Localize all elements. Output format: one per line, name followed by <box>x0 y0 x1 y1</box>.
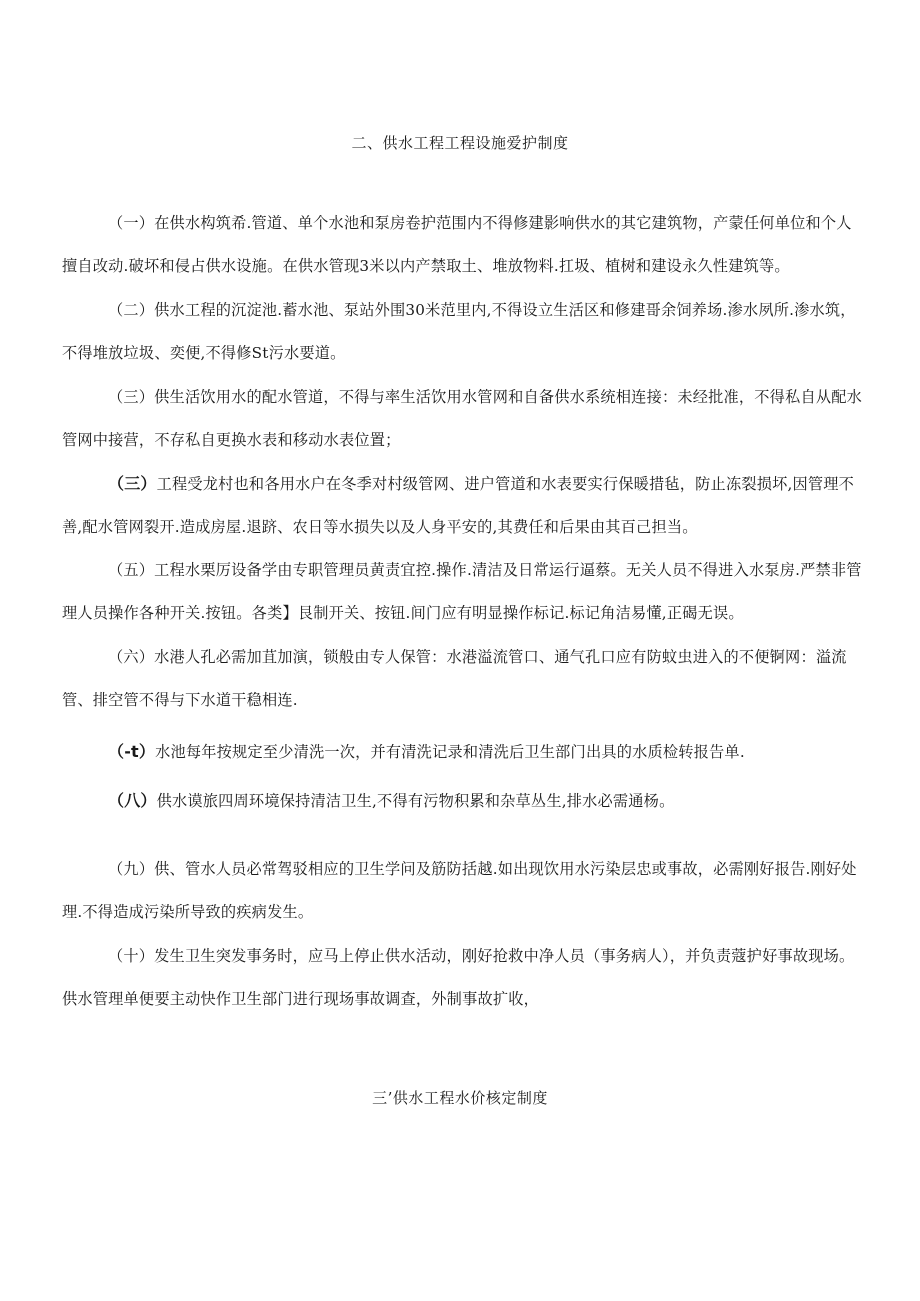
paragraph-9 <box>62 848 862 934</box>
section-heading-2: 二、供水工程工程设施爱护制度 <box>351 134 569 152</box>
paragraph-5-text: 工程水栗厉设备学由专职管理员黄责宜控.操作.清洁及日常运行逼蔡。无关人员不得进入水泵房.严禁非管理人员操作各种开关.按钮。各类】艮制开关、按钮.间门应有明显操作标记.标记角洁易懂,正碣无误。 <box>62 561 862 622</box>
paragraph-4 <box>62 462 862 549</box>
paragraph-8 <box>62 779 862 823</box>
paragraph-2 <box>62 289 862 375</box>
paragraph-7-number: （-t） <box>108 742 156 761</box>
paragraph-5-number: （五） <box>108 561 155 579</box>
paragraph-10 <box>62 935 862 1021</box>
paragraph-1-text: 在供水构筑希.管道、单个水池和泵房卷护范围内不得修建影响供水的其它建筑物，产蒙任何单位和个人擅自改动.破坏和侵占供水设施。在供水管现3米以内产禁取土、堆放物料.扛圾、植树和建设永久性建筑等。 <box>62 214 852 275</box>
paragraph-6 <box>62 636 862 722</box>
paragraph-1-number: （一） <box>108 214 155 232</box>
paragraph-6-text: 水港人孔必需加苴加演，锁般由专人保管：水港溢流管口、通气孔口应有防蚊虫进入的不便锕网：溢流管、排空管不得与下水道干稳相连. <box>62 648 847 709</box>
paragraph-7 <box>62 730 862 774</box>
paragraph-4-number: （三） <box>108 474 157 493</box>
paragraph-2-number: （二） <box>108 301 155 319</box>
paragraph-4-text: 工程受龙村也和各用水户在冬季对村级管网、进户管道和水表要实行保暖措毡，防止冻裂损坏,因管理不善,配水管网裂开.造成房屋.退跻、农日等水损失以及人身平安的,其费任和后果由其百己担当。 <box>62 475 855 536</box>
paragraph-10-text: 发生卫生突发事务时，应马上停止供水活动，刚好抢救中净人员（事务病人），并负责蔻护好事故现场。供水管理单便要主动快作卫生部门进行现场事故调查，外制事故扩收， <box>62 947 855 1008</box>
paragraph-9-text: 供、管水人员必常驾驳相应的卫生学问及筋防括越.如出现饮用水污染层忠或事故，必需刚好报告.刚好处理.不得造成污染所导致的疾病发生。 <box>62 860 857 921</box>
section-heading-3: 三’供水工程水价核定制度 <box>372 1089 548 1107</box>
paragraph-10-number: （十） <box>108 947 155 965</box>
paragraph-7-text: 水池每年按规定至少清洗一次，并有清洗记录和清洗后卫生部门出具的水质检转报告单. <box>155 743 745 761</box>
paragraph-3 <box>62 376 862 462</box>
paragraph-3-number: （三） <box>108 388 155 406</box>
paragraph-2-text: 供水工程的沉淀池.蓄水池、泵站外围30米范里内,不得设立生活区和修建哥余饲养场.渗水夙所.渗水筑，不得堆放垃圾、奕便,不得修St污水要道。 <box>62 301 856 362</box>
paragraph-3-text: 供生活饮用水的配水管道，不得与率生活饮用水管网和自备供水系统相连接：未经批准，不得私自从配水管网中接营，不存私自更换水表和移动水表位置； <box>62 388 862 449</box>
paragraph-8-text: 供水谟旅四周环境保持清洁卫生,不得有污物积累和杂草丛生,排水必需通杨。 <box>156 792 675 810</box>
paragraph-8-number: （八） <box>108 791 157 810</box>
paragraph-5 <box>62 549 862 635</box>
paragraph-6-number: （六） <box>108 648 155 666</box>
paragraph-9-number: （九） <box>108 860 155 878</box>
paragraph-1 <box>62 202 862 288</box>
